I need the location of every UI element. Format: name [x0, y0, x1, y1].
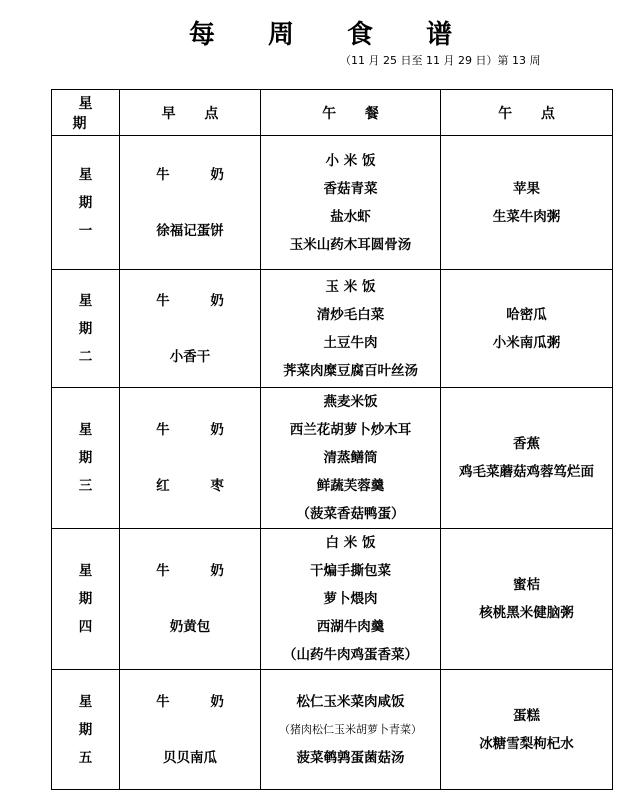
header-snack: 午 点 — [441, 90, 613, 136]
breakfast-food: 徐福记蛋饼 — [156, 222, 224, 239]
breakfast-food: 红 枣 — [156, 478, 242, 494]
snack-cell: 哈密瓜 小米南瓜粥 — [441, 270, 613, 388]
day-cell: 星 期 一 — [52, 136, 120, 270]
breakfast-food: 小香干 — [169, 348, 211, 365]
lunch-cell: 白 米 饭 干煸手撕包菜 萝卜煨肉 西湖牛肉羹 （山药牛肉鸡蛋香菜） — [261, 529, 441, 670]
lunch-cell: 玉 米 饭 清炒毛白菜 土豆牛肉 荠菜肉糜豆腐百叶丝汤 — [261, 270, 441, 388]
header-lunch: 午 餐 — [261, 90, 441, 136]
weekly-menu-table — [51, 89, 613, 790]
breakfast-drink: 牛 奶 — [156, 693, 242, 710]
table-row — [52, 529, 613, 670]
table-row — [52, 670, 613, 790]
snack-cell: 香蕉 鸡毛菜蘑菇鸡蓉笃烂面 — [441, 388, 613, 529]
table-row — [52, 270, 613, 388]
snack-cell: 蜜桔 核桃黑米健脑粥 — [441, 529, 613, 670]
lunch-cell: 松仁玉米菜肉咸饭 （猪肉松仁玉米胡萝卜青菜） 菠菜鹌鹑蛋菌菇汤 — [261, 670, 441, 790]
table-header-row — [52, 90, 613, 136]
table-row — [52, 388, 613, 529]
breakfast-cell — [120, 136, 261, 270]
day-cell: 星 期 三 — [52, 388, 120, 529]
breakfast-drink: 牛 奶 — [156, 563, 242, 579]
breakfast-cell — [120, 388, 261, 529]
day-cell: 星 期 二 — [52, 270, 120, 388]
header-day: 星 期 — [52, 90, 120, 136]
snack-cell: 蛋糕 冰糖雪梨枸杞水 — [441, 670, 613, 790]
header-breakfast: 早 点 — [120, 90, 261, 136]
lunch-cell: 小 米 饭 香菇青菜 盐水虾 玉米山药木耳圆骨汤 — [261, 136, 441, 270]
breakfast-food: 贝贝南瓜 — [163, 749, 217, 766]
snack-cell: 苹果 生菜牛肉粥 — [441, 136, 613, 270]
day-cell: 星 期 五 — [52, 670, 120, 790]
lunch-cell: 燕麦米饭 西兰花胡萝卜炒木耳 清蒸鳝筒 鲜蔬芙蓉羹 （菠菜香菇鸭蛋） — [261, 388, 441, 529]
breakfast-cell — [120, 270, 261, 388]
breakfast-cell — [120, 529, 261, 670]
day-cell: 星 期 四 — [52, 529, 120, 670]
breakfast-drink: 牛 奶 — [156, 292, 242, 309]
breakfast-drink: 牛 奶 — [156, 422, 242, 438]
table-row — [52, 136, 613, 270]
breakfast-drink: 牛 奶 — [156, 166, 242, 183]
breakfast-food: 奶黄包 — [169, 619, 211, 635]
page-title: 每 周 食 谱 — [188, 20, 475, 50]
date-range-subtitle: （11 月 25 日至 11 月 29 日）第 13 周 — [340, 54, 541, 67]
breakfast-cell — [120, 670, 261, 790]
